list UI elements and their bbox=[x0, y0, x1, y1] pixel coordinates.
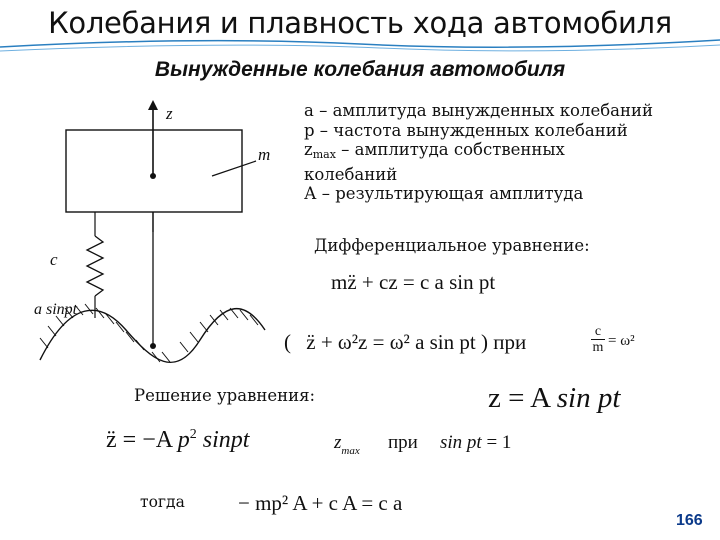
solution-equation: z = A sin pt bbox=[488, 382, 621, 414]
definition-amplitude: а – амплитуда вынужденных колебаний bbox=[304, 101, 653, 120]
definition-zmax: zmax – амплитуда собственных bbox=[304, 140, 565, 161]
fraction-c-over-m: c m bbox=[592, 324, 604, 355]
page-number: 166 bbox=[676, 512, 703, 529]
center-of-mass-dot bbox=[150, 173, 156, 179]
when-label: при bbox=[388, 432, 418, 453]
slide-title: Колебания и плавность хода автомобиля bbox=[48, 6, 672, 40]
acceleration-equation: z̈ = −A $p^2$ sinpt bbox=[106, 427, 250, 453]
mass-label-leader bbox=[212, 161, 256, 176]
definitions-list bbox=[304, 101, 653, 204]
definition-result-amplitude: А – результирующая амплитуда bbox=[304, 184, 584, 203]
z-axis-label: z bbox=[166, 104, 173, 123]
spring-coil bbox=[87, 236, 103, 296]
definition-zmax-cont: колебаний bbox=[304, 164, 398, 184]
z-axis-arrowhead bbox=[148, 100, 158, 110]
contact-point-dot bbox=[150, 343, 156, 349]
definition-frequency: р – частота вынужденных колебаний bbox=[304, 120, 628, 140]
forcing-label: a sinpt bbox=[34, 301, 78, 318]
mass-body bbox=[66, 130, 242, 212]
equation-motion: mz̈ + cz = c a sin pt bbox=[331, 270, 496, 294]
stiffness-label: c bbox=[50, 250, 58, 269]
equation-normalized: ( z̈ + ω²z = ω² a sin pt ) при bbox=[284, 330, 527, 354]
oscillation-diagram bbox=[0, 0, 300, 400]
then-label: тогда bbox=[140, 493, 185, 511]
omega-squared: = ω² bbox=[608, 333, 635, 349]
condition-equation: sin pt = 1 bbox=[440, 432, 512, 453]
solution-heading: Решение уравнения: bbox=[134, 386, 316, 405]
mass-label: m bbox=[258, 145, 271, 164]
final-equation: − mp² A + c A = c a bbox=[238, 491, 403, 515]
zmax-symbol: $z_{max}$ bbox=[334, 432, 360, 457]
diff-equation-heading: Дифференциальное уравнение: bbox=[314, 236, 590, 255]
slide-subtitle: Вынужденные колебания автомобиля bbox=[154, 58, 566, 81]
